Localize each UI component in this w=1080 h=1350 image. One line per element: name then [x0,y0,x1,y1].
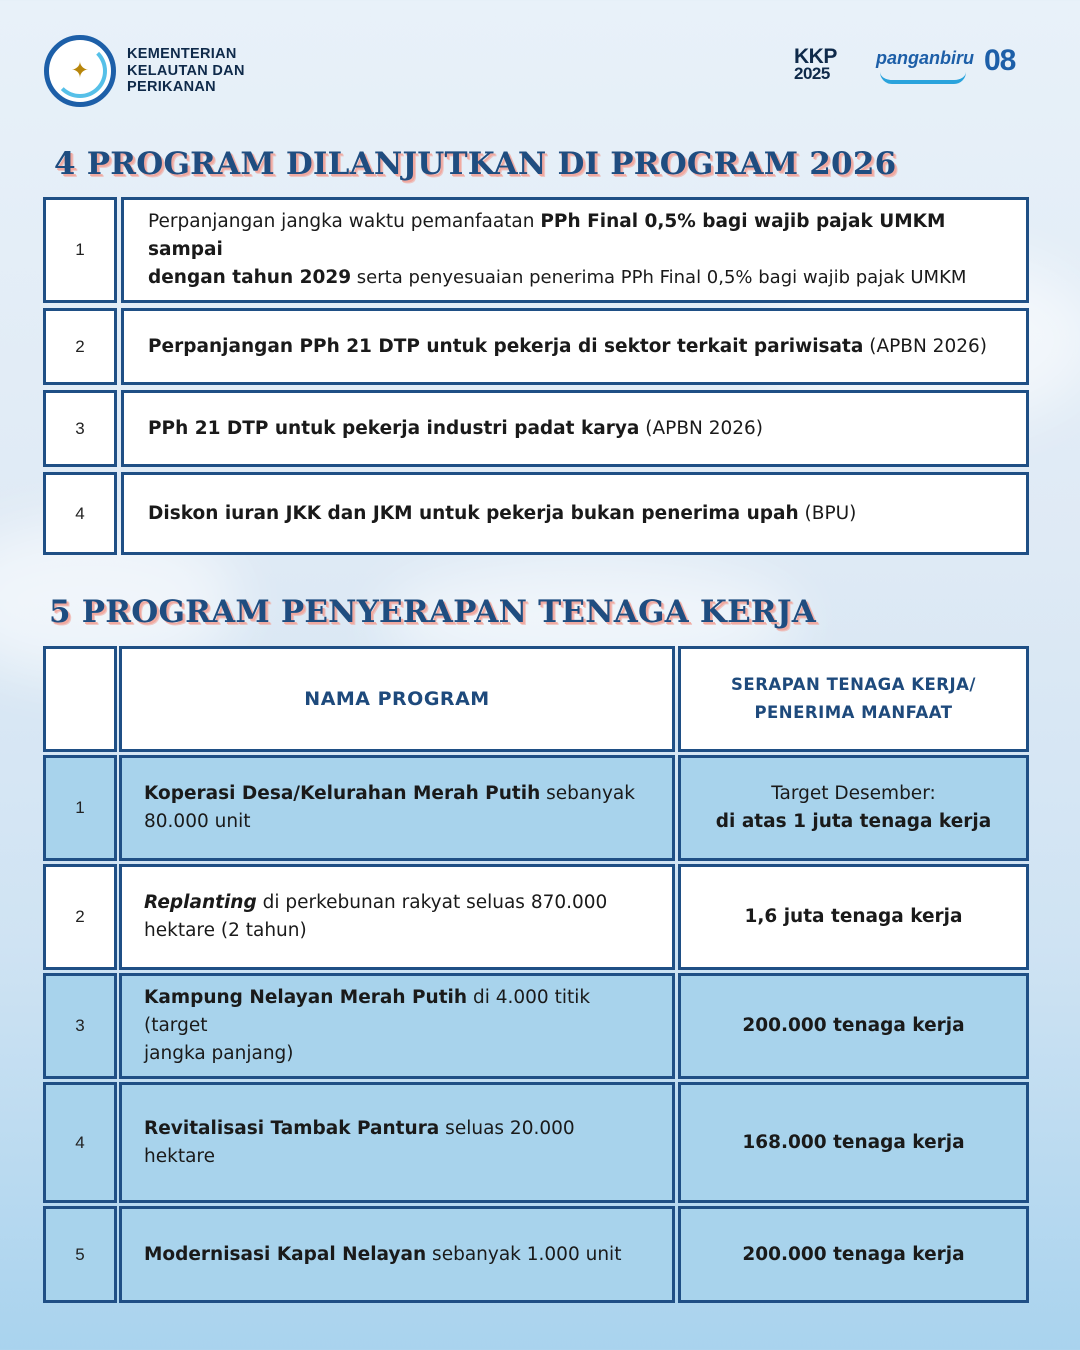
row-number: 2 [43,864,117,970]
serapan-value [678,973,1029,1079]
row-number: 3 [43,973,117,1079]
header-line: SERAPAN TENAGA KERJA/ [731,675,976,694]
kkp-2025-logo [794,45,837,83]
ministry-logo [44,35,116,107]
row-number: 1 [43,755,117,861]
text-segment: sebanyak [540,783,635,804]
ministry-name-line: KEMENTERIAN [127,46,237,62]
text-segment: (APBN 2026) [639,417,764,439]
section-title-employment-programs: 5 PROGRAM PENYERAPAN TENAGA KERJA [49,594,816,630]
ministry-name-line: KELAUTAN DAN [127,62,245,79]
text-segment: Perpanjangan jangka waktu pemanfaatan [148,211,541,232]
program-name [119,864,675,970]
text-segment: (BPU) [798,502,857,524]
program-description [121,197,1029,303]
ministry-name [127,46,245,96]
text-segment: hektare (2 tahun) [144,920,307,941]
serapan-value [678,1082,1029,1203]
program-name [119,1082,675,1203]
text-segment-bold: Revitalisasi Tambak Pantura [144,1117,440,1139]
text-segment: seluas 20.000 hektare [144,1117,575,1167]
text-segment-bold: 200.000 tenaga kerja [742,1015,965,1036]
panganbiru-logo: panganbiru [876,48,974,68]
ministry-name-line: PERIKANAN [127,79,216,95]
section-title-programs-continued: 4 PROGRAM DILANJUTKAN DI PROGRAM 2026 [54,146,897,182]
text-segment: sebanyak 1.000 unit [426,1243,622,1265]
text-segment: jangka panjang) [144,1043,294,1064]
kkp-logo-year: 2025 [794,64,830,83]
serapan-value [678,755,1029,861]
text-segment: di perkebunan rakyat seluas 870.000 [256,892,608,913]
row-number: 4 [43,472,117,555]
program-name [119,1206,675,1303]
header-line: PENERIMA MANFAAT [754,703,953,722]
program-description [121,472,1029,555]
text-segment: (APBN 2026) [863,335,987,357]
row-number: 3 [43,390,117,467]
08-logo: 08 [984,44,1016,77]
program-description [121,390,1029,467]
text-segment: 80.000 unit [144,811,251,832]
serapan-value [678,1206,1029,1303]
text-segment-bold: Perpanjangan PPh 21 DTP untuk pekerja di sektor terkait pariwisata [148,335,864,357]
text-segment-bold: Koperasi Desa/Kelurahan Merah Putih [144,783,541,804]
text-segment-bold: Kampung Nelayan Merah Putih [144,987,468,1008]
table-header-serapan [678,646,1029,752]
text-segment-bold-italic: Replanting [144,892,257,913]
kkp-logo-text: KKP [794,45,837,68]
table-header-program: NAMA PROGRAM [119,646,675,752]
text-segment-bold: 168.000 tenaga kerja [742,1131,965,1153]
text-segment: Target Desember: [771,783,936,804]
program-name [119,755,675,861]
row-number: 5 [43,1206,117,1303]
program-name [119,973,675,1079]
text-segment-bold: 1,6 juta tenaga kerja [744,906,963,927]
text-segment-bold: di atas 1 juta tenaga kerja [715,811,992,832]
text-segment-bold: PPh Final 0,5% bagi wajib pajak UMKM sampai [148,211,946,260]
text-segment-bold: Diskon iuran JKK dan JKM untuk pekerja bukan penerima upah [148,502,799,524]
text-segment-bold: 200.000 tenaga kerja [742,1243,965,1265]
text-segment: di 4.000 titik (target [144,987,591,1036]
text-segment-bold: Modernisasi Kapal Nelayan [144,1243,427,1265]
serapan-value [678,864,1029,970]
text-segment-bold: PPh 21 DTP untuk pekerja industri padat karya [148,417,640,439]
program-description [121,308,1029,385]
panganbiru-wave-icon [880,72,966,84]
table-header-number [43,646,117,752]
garuda-emblem-icon: ✦ [70,58,90,84]
row-number: 2 [43,308,117,385]
text-segment: serta penyesuaian penerima PPh Final 0,5% bagi wajib pajak UMKM [351,267,967,288]
row-number: 4 [43,1082,117,1203]
row-number: 1 [43,197,117,303]
text-segment-bold: dengan tahun 2029 [148,267,352,288]
